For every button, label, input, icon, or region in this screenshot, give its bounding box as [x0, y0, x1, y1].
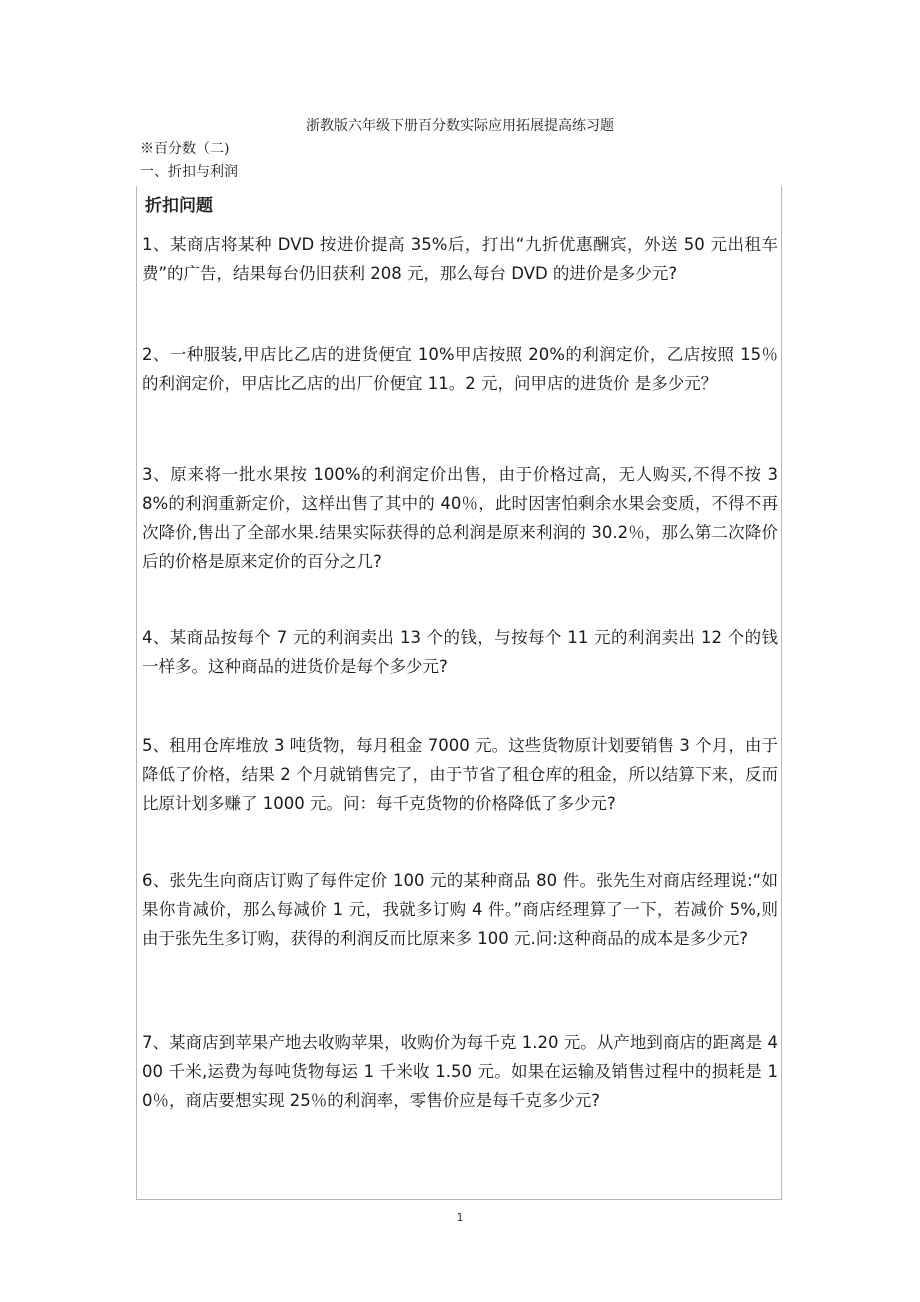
box-heading: 折扣问题	[145, 196, 213, 216]
problem-7: 7、某商店到苹果产地去收购苹果，收购价为每千克 1.20 元。从产地到商店的距离是 400 千米,运费为每吨货物每运 1 千米收 1.50 元。如果在运输及销售过程中的损耗是 10％，商店要想实现 25％的利润率，零售价应是每千克多少元?	[142, 1033, 778, 1110]
problem-3: 3、原来将一批水果按 100%的利润定价出售，由于价格过高，无人购买,不得不按 38%的利润重新定价，这样出售了其中的 40％，此时因害怕剩余水果会变质，不得不再次降价,售出了全部水果.结果实际获得的总利润是原来利润的 30.2％，那么第二次降价后的价格是原来定价的百分之几?	[142, 465, 778, 571]
problem-1: 1、某商店将某种 DVD 按进价提高 35%后，打出“九折优惠酬宾，外送 50 元出租车费”的广告，结果每台仍旧获利 208 元，那么每台 DVD 的进价是多少元?	[142, 235, 778, 283]
problem-6: 6、张先生向商店订购了每件定价 100 元的某种商品 80 件。张先生对商店经理说:“如果你肯减价，那么每减价 1 元，我就多订购 4 件。”商店经理算了一下，若减价 5%,则由于张先生多订购，获得的利润反而比原来多 100 元.问:这种商品的成本是多少元?	[142, 871, 778, 948]
problem-4: 4、某商品按每个 7 元的利润卖出 13 个的钱，与按每个 11 元的利润卖出 12 个的钱一样多。这种商品的进货价是每个多少元?	[142, 628, 778, 676]
problem-5: 5、租用仓库堆放 3 吨货物，每月租金 7000 元。这些货物原计划要销售 3 个月，由于降低了价格，结果 2 个月就销售完了，由于节省了租仓库的租金，所以结算下来，反而比原计划多赚了 1000 元。问：每千克货物的价格降低了多少元?	[142, 736, 778, 813]
problem-2: 2、一种服装,甲店比乙店的进货便宜 10%甲店按照 20%的利润定价，乙店按照 15％的利润定价，甲店比乙店的出厂价便宜 11。2 元，问甲店的进货价 是多少元？	[142, 345, 778, 393]
page-number: 1	[456, 1211, 464, 1224]
section-heading: 一、折扣与利润	[140, 164, 238, 180]
document-title: 浙教版六年级下册百分数实际应用拓展提高练习题	[306, 118, 614, 134]
document-subtitle: ※百分数（二)	[140, 141, 230, 157]
problem-box	[136, 186, 782, 1200]
